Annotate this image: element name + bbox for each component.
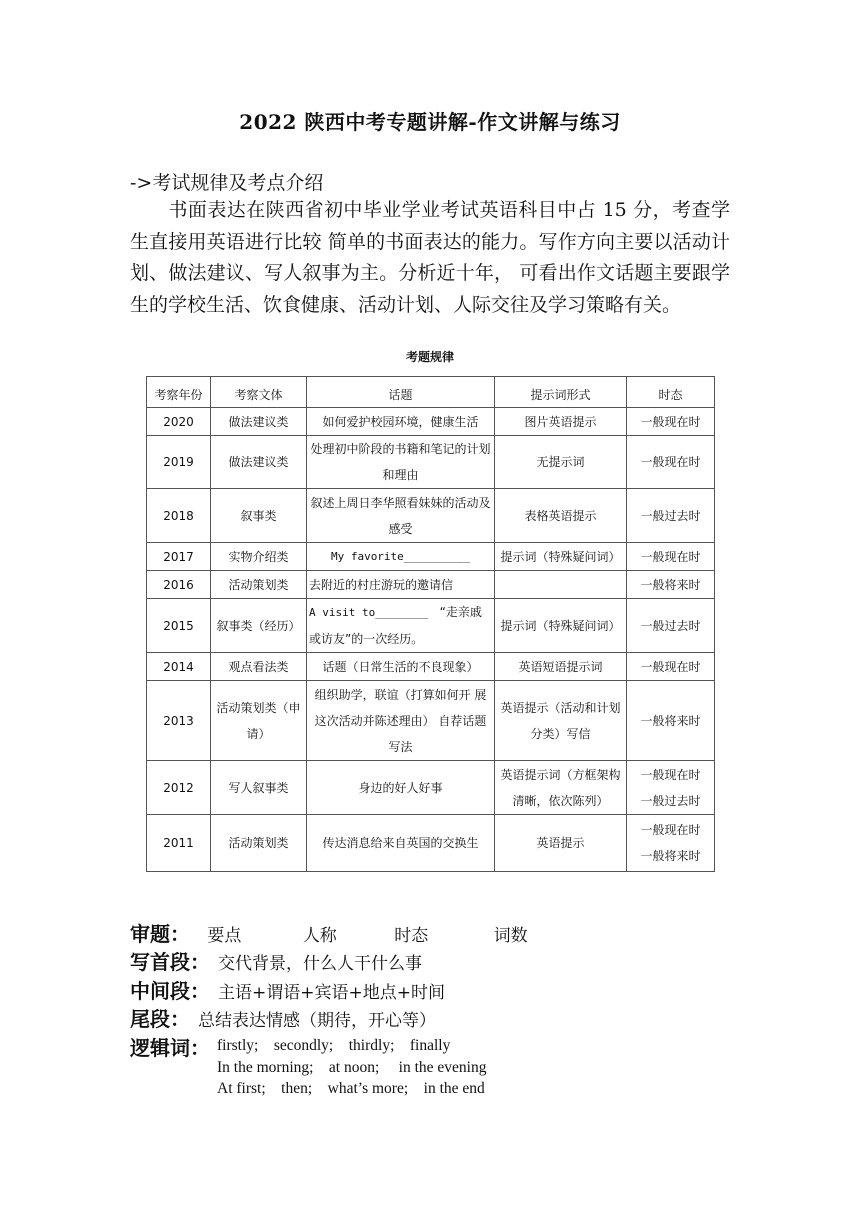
cell-genre: 做法建议类 [211, 408, 307, 436]
header-year: 考察年份 [147, 377, 211, 408]
cell-tense: 一般现在时 [627, 436, 715, 489]
first-paragraph-label: 写首段： [130, 950, 210, 974]
cell-hint: 提示词（特殊疑问词） [495, 543, 627, 571]
cell-genre: 做法建议类 [211, 436, 307, 489]
cell-tense: 一般将来时 [627, 681, 715, 761]
logic-words-row [130, 1032, 210, 1061]
cell-year: 2017 [147, 543, 211, 571]
cell-hint [495, 571, 627, 599]
cell-genre: 写人叙事类 [211, 761, 307, 815]
last-paragraph-row [130, 1003, 436, 1032]
cell-genre: 观点看法类 [211, 653, 307, 681]
cell-topic: 如何爱护校园环境，健康生活 [307, 408, 495, 436]
cell-tense-present: 一般现在时 [640, 823, 701, 837]
review-point: 词数 [493, 926, 528, 946]
header-tense: 时态 [627, 377, 715, 408]
cell-year: 2020 [147, 408, 211, 436]
cell-topic [307, 599, 495, 653]
cell-year: 2018 [147, 489, 211, 543]
cell-tense: 一般现在时 [627, 653, 715, 681]
cell-topic: 话题（日常生活的不良现象） [307, 653, 495, 681]
cell-year: 2014 [147, 653, 211, 681]
cell-hint: 图片英语提示 [495, 408, 627, 436]
last-paragraph-label: 尾段： [130, 1007, 190, 1031]
cell-genre: 活动策划类（申请） [211, 681, 307, 761]
cell-hint: 英语提示（活动和计划分类）写信 [495, 681, 627, 761]
review-point: 人称 [302, 926, 337, 946]
table-row [147, 761, 715, 815]
section-heading: ->考试规律及考点介绍 [130, 172, 324, 194]
table-row [147, 653, 715, 681]
middle-paragraph-row [130, 975, 445, 1004]
first-paragraph-text: 交代背景，什么人干什么事 [218, 954, 422, 974]
header-hint: 提示词形式 [495, 377, 627, 408]
cell-topic: 身边的好人好事 [307, 761, 495, 815]
review-row [130, 918, 528, 947]
table-row [147, 571, 715, 599]
header-genre: 考察文体 [211, 377, 307, 408]
cell-tense [627, 761, 715, 815]
header-topic: 话题 [307, 377, 495, 408]
middle-paragraph-text: 主语+谓语+宾语+地点+时间 [218, 983, 445, 1003]
cell-tense-past: 一般过去时 [640, 793, 701, 808]
table-row [147, 599, 715, 653]
cell-tense: 一般将来时 [627, 571, 715, 599]
table-caption: 考题规律 [405, 350, 454, 364]
cell-genre: 活动策划类 [211, 815, 307, 872]
cell-topic: 去附近的村庄游玩的邀请信 [307, 571, 495, 599]
logic-words-line: firstly; secondly; thirdly; finally [217, 1037, 451, 1054]
cell-topic: My favorite__________ [307, 543, 495, 571]
cell-year: 2015 [147, 599, 211, 653]
review-label: 审题： [130, 922, 190, 946]
cell-hint: 无提示词 [495, 436, 627, 489]
cell-year: 2019 [147, 436, 211, 489]
table-row [147, 681, 715, 761]
cell-tense: 一般过去时 [627, 489, 715, 543]
cell-topic-chinese: “走亲戚或访友”的一次经历。 [309, 605, 482, 646]
cell-topic: 叙述上周日李华照看妹妹的活动及感受 [307, 489, 495, 543]
middle-paragraph-label: 中间段： [130, 979, 210, 1003]
cell-tense: 一般过去时 [627, 599, 715, 653]
exam-rules-table [146, 376, 715, 872]
review-point: 要点 [207, 926, 242, 946]
cell-year: 2013 [147, 681, 211, 761]
cell-genre: 实物介绍类 [211, 543, 307, 571]
cell-tense: 一般现在时 [627, 408, 715, 436]
intro-paragraph-text: 书面表达在陕西省初中毕业学业考试英语科目中占 15 分，考查学生直接用英语进行比较 简单的书面表达的能力。写作方向主要以活动计划、做法建议、写人叙事为主。分析近十年， 可看出作文话题主要跟学生的学校生活、饮食健康、活动计划、人际交往及学习策略有关。 [130, 199, 730, 316]
cell-tense: 一般现在时 [627, 543, 715, 571]
logic-words-line: In the morning; at noon; in the evening [217, 1059, 487, 1076]
cell-tense-present: 一般现在时 [640, 767, 701, 782]
cell-hint: 表格英语提示 [495, 489, 627, 543]
first-paragraph-row [130, 946, 422, 975]
cell-year: 2016 [147, 571, 211, 599]
cell-hint: 英语提示词（方框架构清晰，依次陈列） [495, 761, 627, 815]
cell-year: 2011 [147, 815, 211, 872]
table-row [147, 489, 715, 543]
cell-hint: 英语短语提示词 [495, 653, 627, 681]
cell-topic: 处理初中阶段的书籍和笔记的计划和理由 [307, 436, 495, 489]
logic-words-label: 逻辑词： [130, 1036, 210, 1060]
cell-tense-future: 一般将来时 [640, 849, 701, 863]
last-paragraph-text: 总结表达情感（期待，开心等） [198, 1011, 436, 1031]
cell-hint: 英语提示 [495, 815, 627, 872]
cell-genre: 叙事类（经历） [211, 599, 307, 653]
cell-topic: 组织助学，联谊（打算如何开 展这次活动并陈述理由） 自荐话题写法 [307, 681, 495, 761]
intro-paragraph [130, 195, 730, 321]
cell-topic: 传达消息给来自英国的交换生 [307, 815, 495, 872]
table-row [147, 408, 715, 436]
logic-words-line: At first; then; what’s more; in the end [217, 1080, 485, 1097]
table-header-row [147, 377, 715, 408]
cell-genre: 叙事类 [211, 489, 307, 543]
cell-tense [627, 815, 715, 872]
cell-genre: 活动策划类 [211, 571, 307, 599]
review-point: 时态 [394, 926, 429, 946]
table-row [147, 436, 715, 489]
cell-year: 2012 [147, 761, 211, 815]
table-row [147, 543, 715, 571]
cell-topic-english: A visit to________ [309, 606, 429, 619]
document-title: 2022 陕西中考专题讲解-作文讲解与练习 [239, 110, 621, 134]
cell-hint: 提示词（特殊疑问词） [495, 599, 627, 653]
table-row [147, 815, 715, 872]
